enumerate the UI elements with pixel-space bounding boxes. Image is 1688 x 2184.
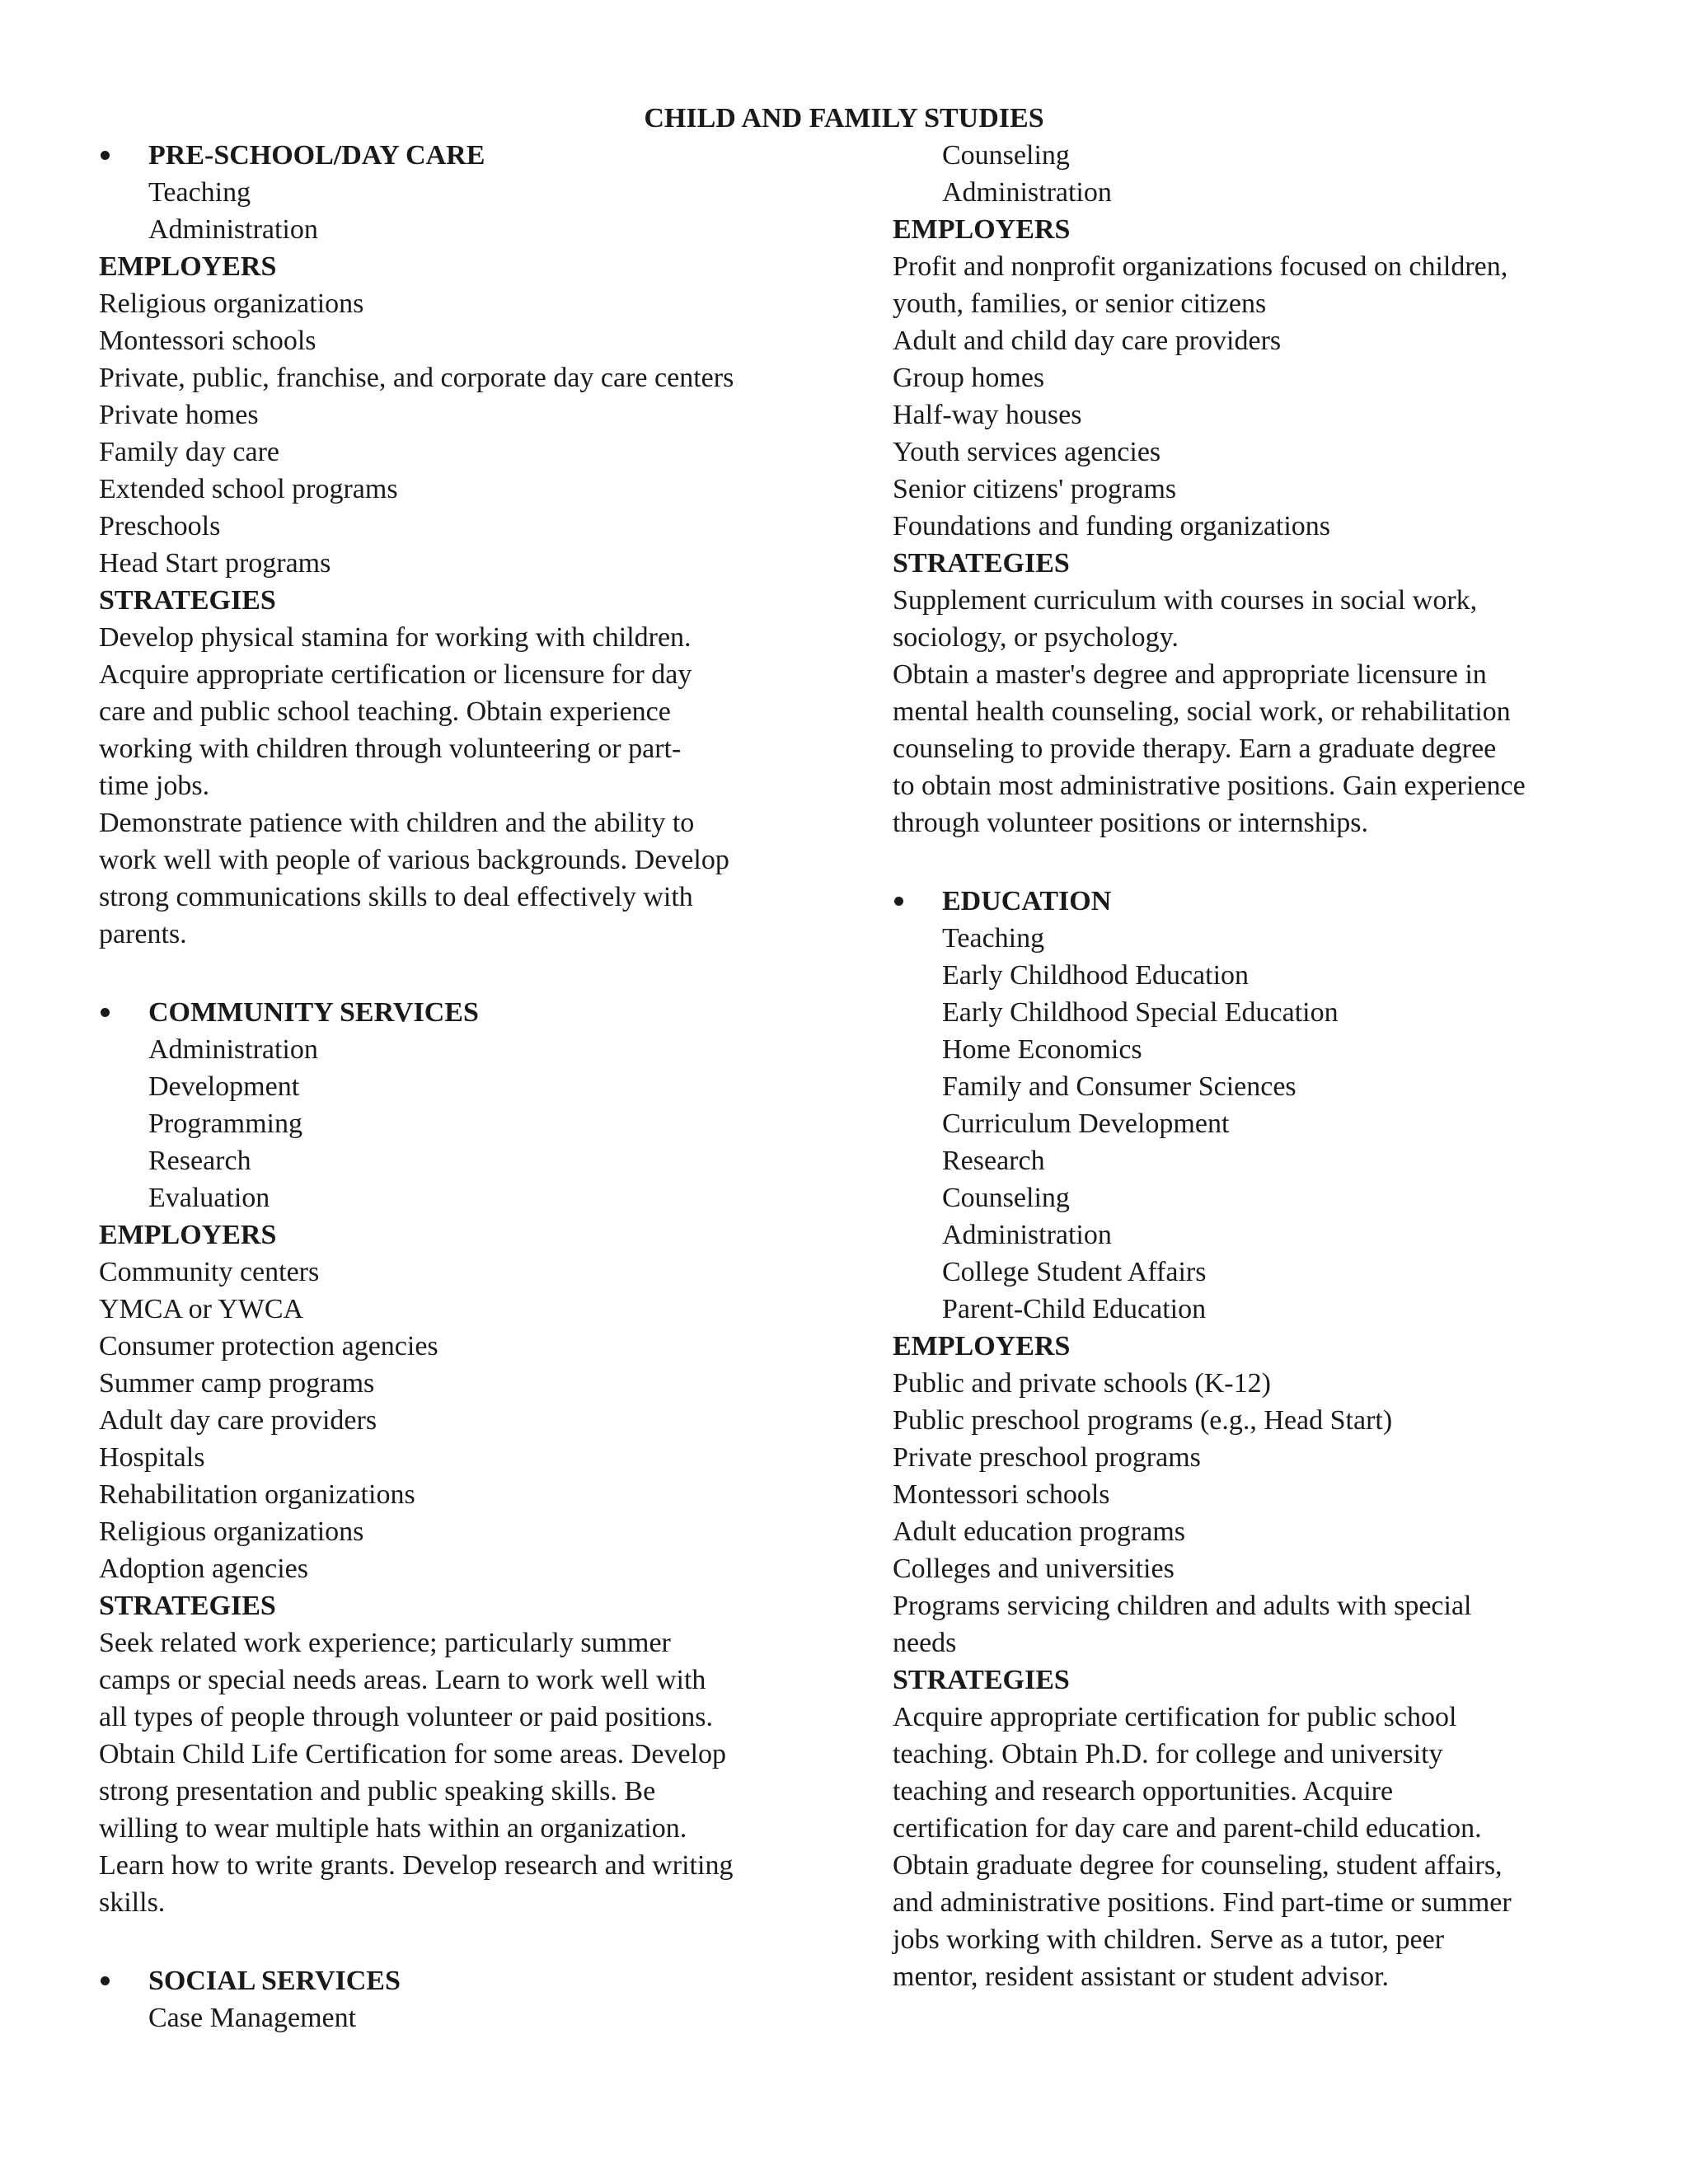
strategy-line: Supplement curriculum with courses in social work, xyxy=(893,585,1478,616)
employer-item: Hospitals xyxy=(99,1442,205,1473)
career-area-item: Research xyxy=(148,1146,251,1176)
employer-item: Youth services agencies xyxy=(893,437,1161,467)
career-area-item: Family and Consumer Sciences xyxy=(942,1071,1296,1102)
employer-item: Preschools xyxy=(99,511,221,541)
strategy-line: Learn how to write grants. Develop research and writing xyxy=(99,1850,734,1881)
strategy-line: Seek related work experience; particularly summer xyxy=(99,1628,671,1658)
employer-item: Community centers xyxy=(99,1257,320,1287)
employer-item: Public and private schools (K-12) xyxy=(893,1368,1271,1399)
strategy-line: Acquire appropriate certification or licensure for day xyxy=(99,659,692,690)
employer-item: YMCA or YWCA xyxy=(99,1294,304,1324)
section-heading-label: PRE-SCHOOL/DAY CARE xyxy=(148,140,485,171)
career-area-item: Administration xyxy=(942,177,1112,208)
employer-item: Group homes xyxy=(893,363,1045,393)
employer-item: Montessori schools xyxy=(99,326,316,356)
section-heading-preschool xyxy=(99,137,808,174)
strategy-line: time jobs. xyxy=(99,771,210,801)
employer-item: needs xyxy=(893,1628,957,1658)
career-area-item: Parent-Child Education xyxy=(942,1294,1207,1324)
employer-item: Private homes xyxy=(99,400,259,430)
employer-item: Extended school programs xyxy=(99,474,398,504)
employer-item: Private preschool programs xyxy=(893,1442,1201,1473)
career-area-item: Evaluation xyxy=(148,1183,270,1213)
section-heading-label: COMMUNITY SERVICES xyxy=(148,997,479,1028)
section-spacer xyxy=(99,953,808,994)
career-area-item: Curriculum Development xyxy=(942,1108,1230,1139)
strategy-line: Obtain a master's degree and appropriate licensure in xyxy=(893,659,1487,690)
bullet-icon xyxy=(101,1008,110,1017)
employer-item: Montessori schools xyxy=(893,1479,1110,1510)
strategy-line: work well with people of various backgrounds. Develop xyxy=(99,845,729,875)
strategy-line: strong communications skills to deal effectively with xyxy=(99,882,693,912)
employer-item: Programs servicing children and adults with special xyxy=(893,1591,1472,1621)
employer-item: Private, public, franchise, and corporate day care centers xyxy=(99,363,734,393)
strategies-label: STRATEGIES xyxy=(99,585,276,616)
strategy-line: teaching and research opportunities. Acquire xyxy=(893,1776,1394,1807)
employers-label: EMPLOYERS xyxy=(99,1220,277,1250)
employer-item: Adult and child day care providers xyxy=(893,326,1282,356)
career-area-item: College Student Affairs xyxy=(942,1257,1207,1287)
strategy-line: care and public school teaching. Obtain experience xyxy=(99,696,671,727)
strategy-line: jobs working with children. Serve as a tutor, peer xyxy=(893,1924,1445,1955)
section-heading-community xyxy=(99,994,808,1031)
strategy-line: through volunteer positions or internships. xyxy=(893,808,1369,838)
employer-item: youth, families, or senior citizens xyxy=(893,288,1267,319)
career-area-item: Programming xyxy=(148,1108,302,1139)
strategy-line: counseling to provide therapy. Earn a graduate degree xyxy=(893,733,1497,764)
employers-label: EMPLOYERS xyxy=(893,1331,1071,1361)
career-area-item: Development xyxy=(148,1071,300,1102)
employer-item: Religious organizations xyxy=(99,288,364,319)
employer-item: Summer camp programs xyxy=(99,1368,375,1399)
strategy-line: parents. xyxy=(99,919,187,949)
career-area-item: Counseling xyxy=(942,140,1070,171)
employer-item: Rehabilitation organizations xyxy=(99,1479,415,1510)
career-area-item: Administration xyxy=(942,1220,1112,1250)
employer-item: Adult education programs xyxy=(893,1516,1186,1547)
employer-item: Profit and nonprofit organizations focused on children, xyxy=(893,251,1508,282)
left-column xyxy=(99,137,808,2036)
bullet-icon xyxy=(101,151,110,160)
career-area-item: Case Management xyxy=(148,2003,357,2033)
career-area-item: Administration xyxy=(148,214,318,245)
strategy-line: working with children through volunteering or part- xyxy=(99,733,682,764)
bullet-icon xyxy=(894,897,903,906)
strategy-line: sociology, or psychology. xyxy=(893,622,1179,653)
employer-item: Head Start programs xyxy=(99,548,331,579)
career-area-item: Teaching xyxy=(942,923,1045,954)
career-area-item: Counseling xyxy=(942,1183,1070,1213)
employer-item: Colleges and universities xyxy=(893,1554,1175,1584)
strategy-line: camps or special needs areas. Learn to work well with xyxy=(99,1665,706,1695)
employer-item: Religious organizations xyxy=(99,1516,364,1547)
strategy-line: strong presentation and public speaking skills. Be xyxy=(99,1776,656,1807)
strategy-line: and administrative positions. Find part-time or summer xyxy=(893,1887,1512,1918)
strategies-label: STRATEGIES xyxy=(893,1665,1070,1695)
employer-item: Half-way houses xyxy=(893,400,1082,430)
right-column xyxy=(893,137,1601,1995)
employer-item: Senior citizens' programs xyxy=(893,474,1177,504)
strategy-line: to obtain most administrative positions. Gain experience xyxy=(893,771,1526,801)
strategy-line: skills. xyxy=(99,1887,166,1918)
employer-item: Adoption agencies xyxy=(99,1554,308,1584)
strategy-line: teaching. Obtain Ph.D. for college and university xyxy=(893,1739,1443,1769)
section-spacer xyxy=(893,841,1601,883)
section-heading-label: SOCIAL SERVICES xyxy=(148,1966,401,1996)
employer-item: Consumer protection agencies xyxy=(99,1331,438,1361)
section-heading-education xyxy=(893,883,1601,920)
section-spacer xyxy=(99,1921,808,1962)
strategy-line: willing to wear multiple hats within an organization. xyxy=(99,1813,687,1844)
strategy-line: Obtain Child Life Certification for some areas. Develop xyxy=(99,1739,726,1769)
strategy-line: mentor, resident assistant or student advisor. xyxy=(893,1961,1390,1992)
career-area-item: Research xyxy=(942,1146,1045,1176)
employer-item: Public preschool programs (e.g., Head Start) xyxy=(893,1405,1393,1436)
employers-label: EMPLOYERS xyxy=(893,214,1071,245)
employer-item: Foundations and funding organizations xyxy=(893,511,1331,541)
employer-item: Adult day care providers xyxy=(99,1405,377,1436)
section-heading-social xyxy=(99,1962,808,1999)
strategies-label: STRATEGIES xyxy=(893,548,1070,579)
bullet-icon xyxy=(101,1976,110,1985)
section-heading-label: EDUCATION xyxy=(942,886,1112,916)
strategy-line: Demonstrate patience with children and the ability to xyxy=(99,808,695,838)
career-area-item: Early Childhood Special Education xyxy=(942,997,1339,1028)
employers-label: EMPLOYERS xyxy=(99,251,277,282)
strategies-label: STRATEGIES xyxy=(99,1591,276,1621)
career-area-item: Administration xyxy=(148,1034,318,1065)
career-area-item: Teaching xyxy=(148,177,251,208)
strategy-line: Obtain graduate degree for counseling, student affairs, xyxy=(893,1850,1503,1881)
strategy-line: all types of people through volunteer or paid positions. xyxy=(99,1702,714,1732)
strategy-line: mental health counseling, social work, or rehabilitation xyxy=(893,696,1511,727)
strategy-line: Develop physical stamina for working with children. xyxy=(99,622,692,653)
employer-item: Family day care xyxy=(99,437,280,467)
career-area-item: Early Childhood Education xyxy=(942,960,1250,991)
strategy-line: Acquire appropriate certification for public school xyxy=(893,1702,1457,1732)
strategy-line: certification for day care and parent-child education. xyxy=(893,1813,1482,1844)
page-title: CHILD AND FAMILY STUDIES xyxy=(644,103,1044,134)
career-area-item: Home Economics xyxy=(942,1034,1142,1065)
